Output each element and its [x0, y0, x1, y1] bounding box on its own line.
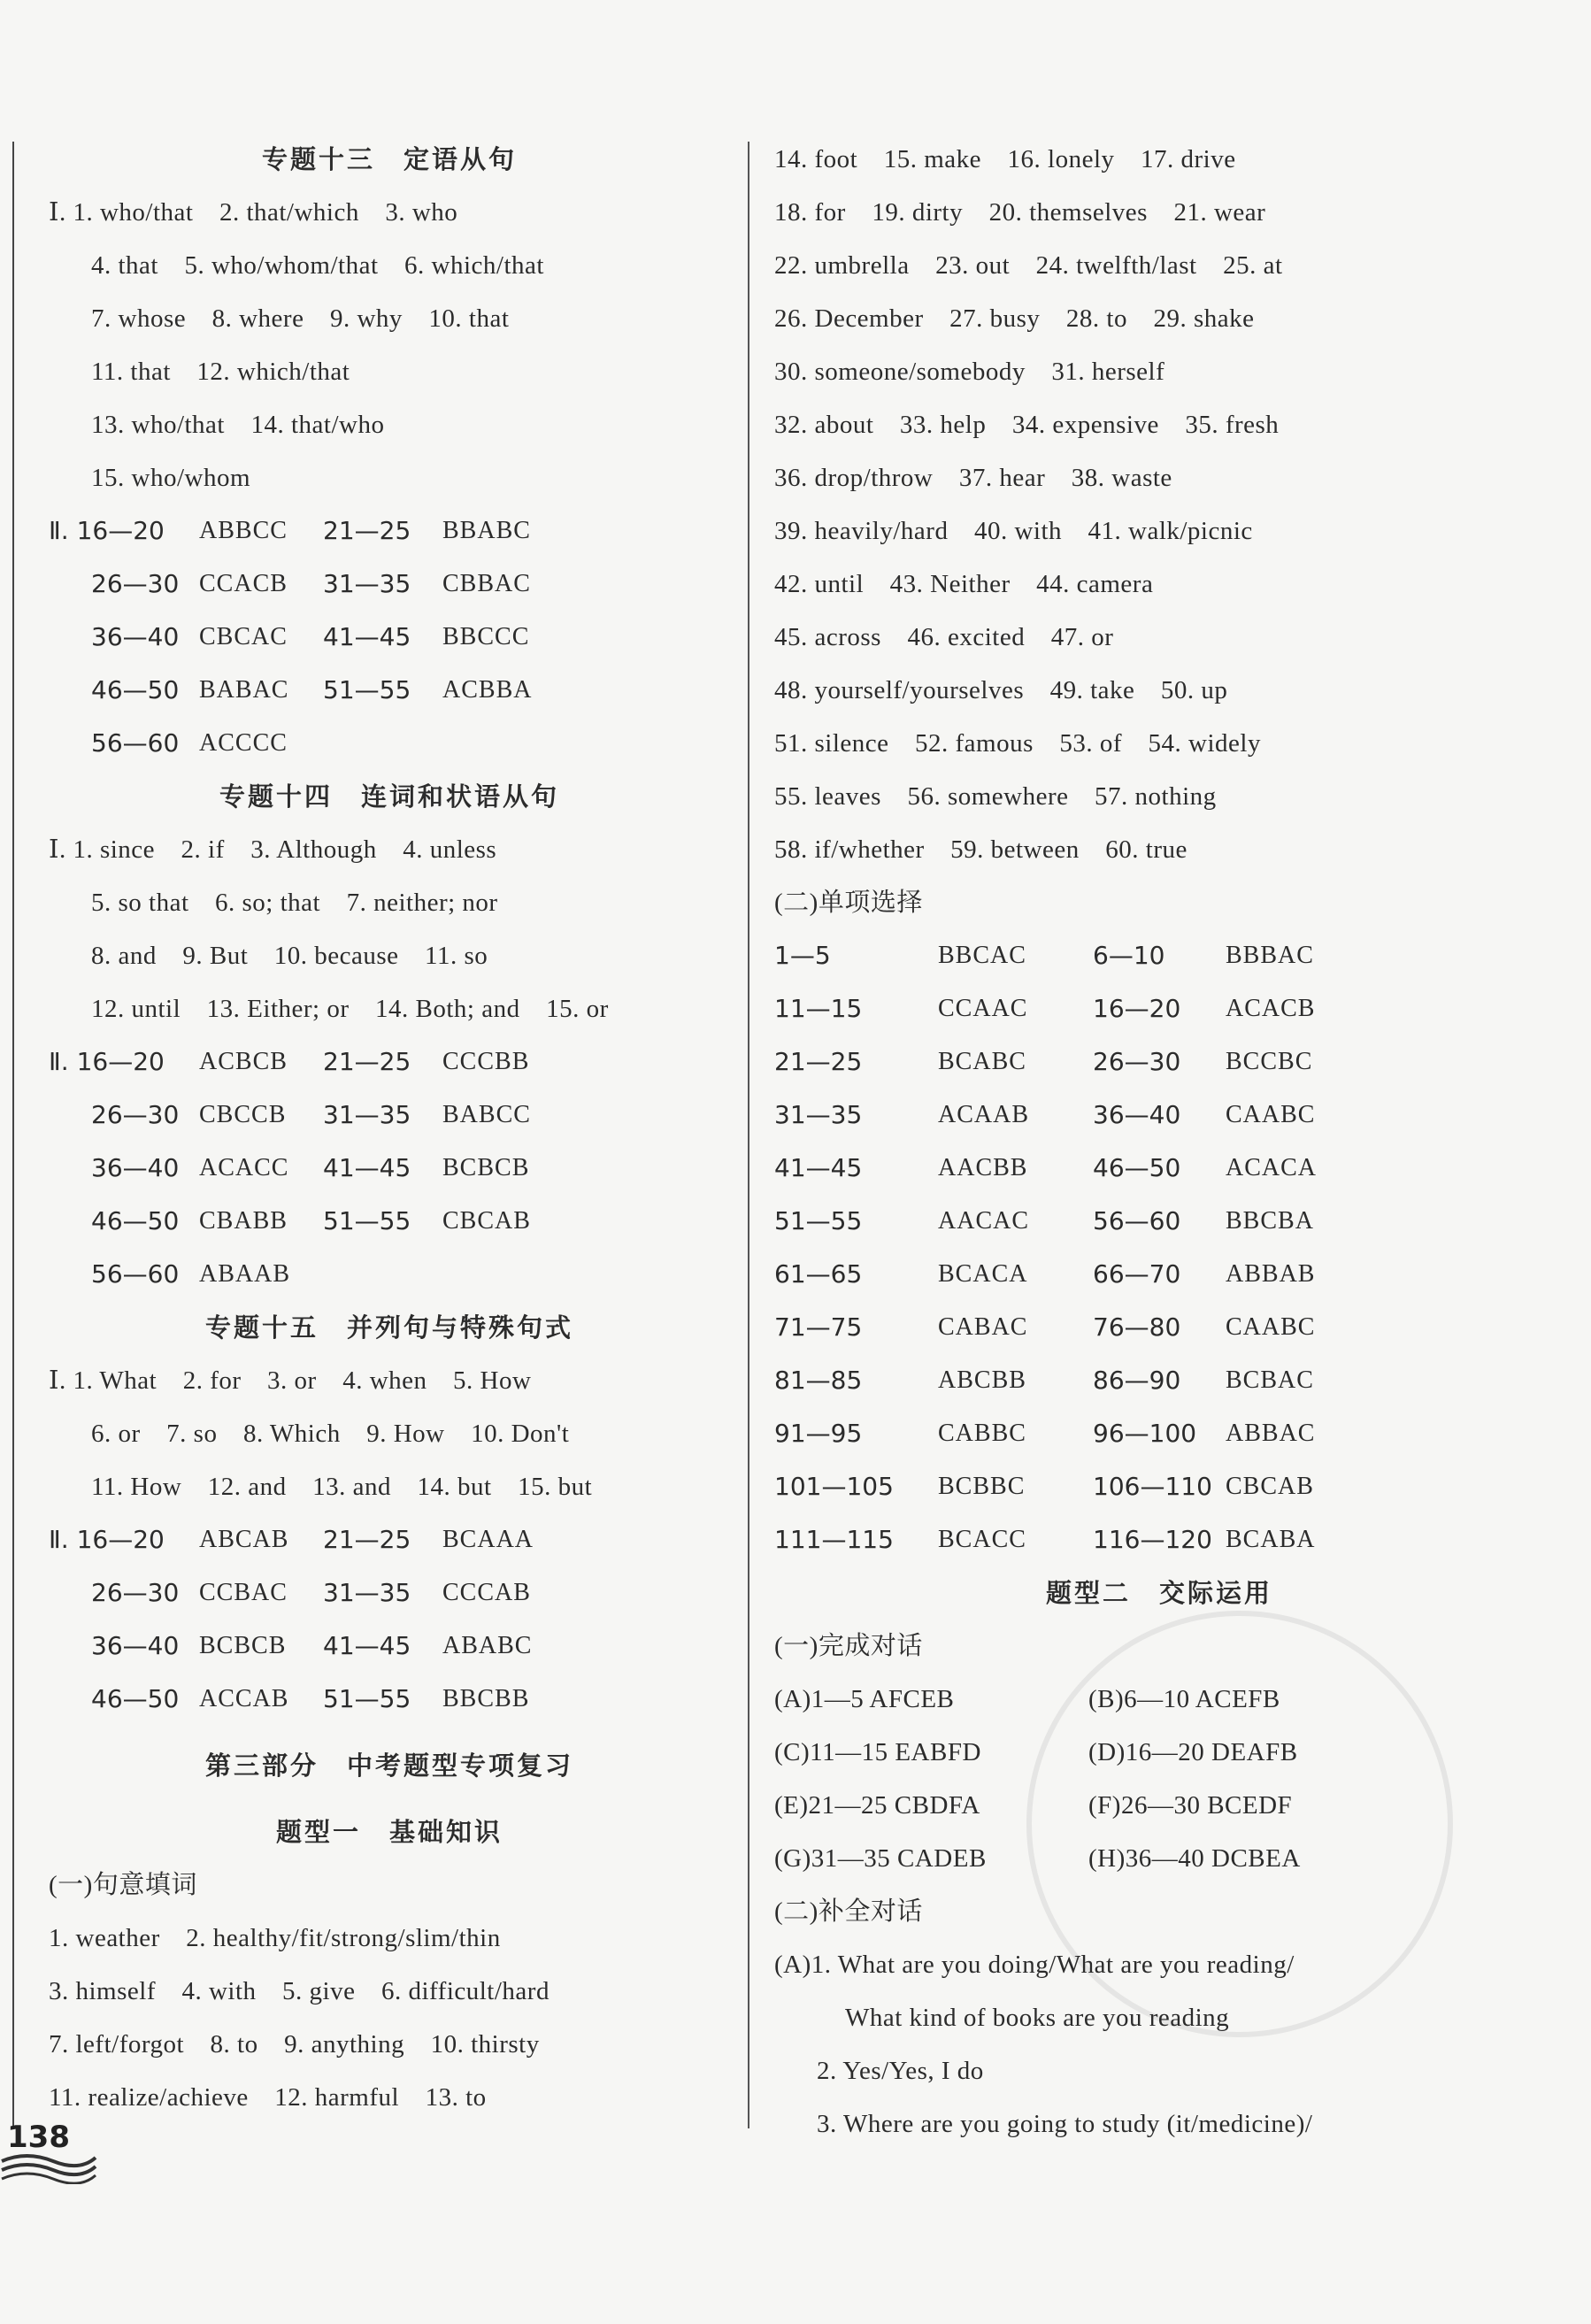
range-label: 76—80	[1093, 1312, 1181, 1342]
answer-set: AACAC	[938, 1207, 1030, 1235]
range-label: 86—90	[1093, 1366, 1181, 1395]
choice-row	[774, 1142, 1544, 1195]
answer-set: CCCBB	[442, 1048, 530, 1075]
topic14-part2-row	[49, 1248, 730, 1301]
answer-set: BABCC	[442, 1101, 531, 1128]
range-label: 106—110	[1093, 1472, 1212, 1501]
dlg1-answer: (H)36—40 DCBEA	[1088, 1844, 1301, 1873]
range-label: 21—25	[323, 516, 411, 545]
choice-row	[774, 1089, 1544, 1142]
topic14-part1-line: 12. until 13. Either; or 14. Both; and 15. or	[91, 995, 609, 1023]
range-label: 46—50	[91, 1684, 180, 1713]
topic13-part1-line: 13. who/that 14. that/who	[91, 411, 385, 439]
answer-set: ACCCC	[199, 729, 288, 757]
answer-set: BABAC	[199, 676, 289, 704]
answer-set: BBABC	[442, 517, 531, 544]
choice-row	[774, 1354, 1544, 1407]
answer-set: ABBAC	[1226, 1420, 1316, 1447]
range-label: 51—55	[774, 1206, 863, 1235]
dlg1-row	[774, 1726, 1544, 1779]
choice-row	[774, 1513, 1544, 1566]
range-label: 36—40	[91, 1153, 180, 1182]
dlg1-answer: (B)6—10 ACEFB	[1088, 1685, 1280, 1713]
range-label: 21—25	[774, 1047, 863, 1076]
range-label: 36—40	[91, 622, 180, 651]
answer-set: ABBCC	[199, 517, 288, 544]
dlg2-line: (A)1. What are you doing/What are you reading/	[774, 1951, 1295, 1979]
right-column	[774, 133, 1544, 2151]
dlg1-answer: (F)26—30 BCEDF	[1088, 1791, 1293, 1820]
range-label: 26—30	[91, 1578, 180, 1607]
answer-set: BBBAC	[1226, 942, 1314, 969]
dlg2-title: (二)补全对话	[774, 1897, 923, 1926]
range-label: 26—30	[1093, 1047, 1181, 1076]
choice-row	[774, 1195, 1544, 1248]
answer-set: ABBAB	[1226, 1260, 1316, 1288]
fill-line: 22. umbrella 23. out 24. twelfth/last 25. at	[774, 251, 1283, 280]
range-label: 36—40	[1093, 1100, 1181, 1129]
range-label: 41—45	[323, 1631, 411, 1660]
answer-set: AACBB	[938, 1154, 1028, 1181]
choice-row	[774, 1460, 1544, 1513]
range-label: 36—40	[91, 1631, 180, 1660]
fill-line: 26. December 27. busy 28. to 29. shake	[774, 304, 1255, 333]
fill-line: 42. until 43. Neither 44. camera	[774, 570, 1154, 598]
dlg2-line: What kind of books are you reading	[845, 2004, 1230, 2032]
fill-line: 11. realize/achieve 12. harmful 13. to	[49, 2083, 487, 2112]
range-label: 41—45	[323, 1153, 411, 1182]
answer-set: CBCAB	[1226, 1473, 1314, 1500]
choice-row	[774, 929, 1544, 982]
answer-set: CBCAB	[442, 1207, 531, 1235]
dlg1-row	[774, 1673, 1544, 1726]
fill-line: 32. about 33. help 34. expensive 35. fresh	[774, 411, 1280, 439]
dlg1-answer: (E)21—25 CBDFA	[774, 1791, 980, 1820]
answer-set: ABABC	[442, 1632, 533, 1659]
range-label: 96—100	[1093, 1419, 1197, 1448]
answer-set: CABAC	[938, 1313, 1028, 1341]
fill-line: 45. across 46. excited 47. or	[774, 623, 1114, 651]
range-label: 71—75	[774, 1312, 863, 1342]
dlg1-row	[774, 1779, 1544, 1832]
answer-set: ABCBB	[938, 1366, 1026, 1394]
topic13-part2-row	[49, 504, 730, 558]
left-column	[49, 133, 730, 2124]
left-border-line	[12, 142, 14, 2128]
topic14-part2-row	[49, 1089, 730, 1142]
dlg2-line: 2. Yes/Yes, I do	[817, 2057, 984, 2085]
dlg1-answer: (A)1—5 AFCEB	[774, 1685, 955, 1713]
dlg1-answer: (D)16—20 DEAFB	[1088, 1738, 1298, 1766]
range-label: 31—35	[323, 1100, 411, 1129]
topic14-title: 专题十四 连词和状语从句	[219, 781, 559, 812]
range-label: 46—50	[1093, 1153, 1181, 1182]
range-label: 41—45	[774, 1153, 863, 1182]
answer-set: ACACA	[1226, 1154, 1318, 1181]
fill-line: 36. drop/throw 37. hear 38. waste	[774, 464, 1172, 492]
topic13-part1-line: Ⅰ. 1. who/that 2. that/which 3. who	[49, 198, 458, 227]
range-label: 31—35	[774, 1100, 863, 1129]
answer-set: BCBBC	[938, 1473, 1026, 1500]
sub2-title: (二)单项选择	[774, 889, 923, 917]
range-label: 26—30	[91, 1100, 180, 1129]
topic15-part1-line: 11. How 12. and 13. and 14. but 15. but	[91, 1473, 593, 1501]
answer-set: BBCAC	[938, 942, 1026, 969]
answer-set: ACCAB	[199, 1685, 289, 1712]
answer-set: CBBAC	[442, 570, 531, 597]
dlg1-row	[774, 1832, 1544, 1885]
choice-row	[774, 982, 1544, 1035]
choice-row	[774, 1301, 1544, 1354]
dlg1-title: (一)完成对话	[774, 1632, 923, 1660]
answer-set: BBCCC	[442, 623, 530, 650]
range-label: 16—20	[1093, 994, 1181, 1023]
range-label: 61—65	[774, 1259, 863, 1289]
topic13-part2-row	[49, 664, 730, 717]
answer-set: CCCAB	[442, 1579, 531, 1606]
range-label: 31—35	[323, 569, 411, 598]
answer-set: BCABA	[1226, 1526, 1316, 1553]
fill-line: 58. if/whether 59. between 60. true	[774, 835, 1187, 864]
topic14-part2-row	[49, 1195, 730, 1248]
dlg2-line: 3. Where are you going to study (it/medicine)/	[817, 2110, 1313, 2138]
answer-set: BBCBA	[1226, 1207, 1314, 1235]
answer-set: ACAAB	[938, 1101, 1030, 1128]
fill-line: 14. foot 15. make 16. lonely 17. drive	[774, 145, 1236, 173]
answer-set: BCAAA	[442, 1526, 534, 1553]
topic15-part2-row	[49, 1513, 730, 1566]
range-label: 66—70	[1093, 1259, 1181, 1289]
topic14-part2-row	[49, 1142, 730, 1195]
answer-set: ABAAB	[199, 1260, 291, 1288]
topic13-part2-row	[49, 717, 730, 770]
topic15-part2-row	[49, 1673, 730, 1726]
answer-set: ACACC	[199, 1154, 289, 1181]
answer-set: CCAAC	[938, 995, 1028, 1022]
answer-set: CBCCB	[199, 1101, 287, 1128]
choice-row	[774, 1035, 1544, 1089]
choice-row	[774, 1248, 1544, 1301]
range-label: Ⅱ. 16—20	[49, 1525, 165, 1554]
type1-title: 题型一 基础知识	[275, 1817, 503, 1847]
range-label: 81—85	[774, 1366, 863, 1395]
range-label: 101—105	[774, 1472, 894, 1501]
range-label: 111—115	[774, 1525, 894, 1554]
answer-set: ACACB	[1226, 995, 1316, 1022]
range-label: 11—15	[774, 994, 863, 1023]
range-label: 56—60	[91, 728, 180, 758]
fill-line: 55. leaves 56. somewhere 57. nothing	[774, 782, 1217, 811]
part3-title: 第三部分 中考题型专项复习	[204, 1751, 573, 1781]
range-label: 21—25	[323, 1525, 411, 1554]
topic14-part2-row	[49, 1035, 730, 1089]
topic15-part1-line: 6. or 7. so 8. Which 9. How 10. Don't	[91, 1420, 570, 1448]
fill-line: 51. silence 52. famous 53. of 54. widely	[774, 729, 1261, 758]
topic14-part1-line: 8. and 9. But 10. because 11. so	[91, 942, 488, 970]
fill-line: 18. for 19. dirty 20. themselves 21. wear	[774, 198, 1266, 227]
choice-row	[774, 1407, 1544, 1460]
range-label: 26—30	[91, 569, 180, 598]
answer-set: BCABC	[938, 1048, 1026, 1075]
answer-set: BCACA	[938, 1260, 1028, 1288]
fill-line: 3. himself 4. with 5. give 6. difficult/hard	[49, 1977, 550, 2005]
range-label: 31—35	[323, 1578, 411, 1607]
answer-set: CABBC	[938, 1420, 1026, 1447]
sub1-title: (一)句意填词	[49, 1871, 197, 1899]
answer-set: CAABC	[1226, 1101, 1316, 1128]
answer-set: CAABC	[1226, 1313, 1316, 1341]
range-label: 21—25	[323, 1047, 411, 1076]
answer-set: BBCBB	[442, 1685, 530, 1712]
answer-set: CCACB	[199, 570, 288, 597]
range-label: 51—55	[323, 1684, 411, 1713]
fill-line: 1. weather 2. healthy/fit/strong/slim/thin	[49, 1924, 501, 1952]
topic13-part1-line: 7. whose 8. where 9. why 10. that	[91, 304, 510, 333]
answer-set: BCBAC	[1226, 1366, 1314, 1394]
answer-set: CBABB	[199, 1207, 288, 1235]
answer-set: ACBCB	[199, 1048, 288, 1075]
topic13-part2-row	[49, 558, 730, 611]
topic14-part1-line: 5. so that 6. so; that 7. neither; nor	[91, 889, 498, 917]
range-label: Ⅱ. 16—20	[49, 1047, 165, 1076]
dlg1-answer: (C)11—15 EABFD	[774, 1738, 981, 1766]
topic13-part1-line: 4. that 5. who/whom/that 6. which/that	[91, 251, 544, 280]
fill-line: 48. yourself/yourselves 49. take 50. up	[774, 676, 1228, 704]
topic13-part1-line: 11. that 12. which/that	[91, 358, 350, 386]
column-divider	[748, 142, 749, 2128]
answer-set: BCCBC	[1226, 1048, 1313, 1075]
range-label: 51—55	[323, 675, 411, 704]
topic15-part2-row	[49, 1566, 730, 1620]
page-number: 138	[7, 2120, 70, 2155]
range-label: Ⅱ. 16—20	[49, 516, 165, 545]
range-label: 46—50	[91, 1206, 180, 1235]
fill-line: 39. heavily/hard 40. with 41. walk/picnic	[774, 517, 1253, 545]
dlg1-answer: (G)31—35 CADEB	[774, 1844, 987, 1873]
range-label: 46—50	[91, 675, 180, 704]
answer-set: CBCAC	[199, 623, 288, 650]
answer-set: BCBCB	[442, 1154, 530, 1181]
answer-set: BCACC	[938, 1526, 1026, 1553]
answer-set: ACBBA	[442, 676, 533, 704]
topic13-part2-row	[49, 611, 730, 664]
topic13-title: 专题十三 定语从句	[261, 144, 517, 174]
answer-set: BCBCB	[199, 1632, 287, 1659]
range-label: 6—10	[1093, 941, 1165, 970]
type2-title: 题型二 交际运用	[1045, 1578, 1272, 1608]
range-label: 56—60	[91, 1259, 180, 1289]
range-label: 116—120	[1093, 1525, 1212, 1554]
topic15-title: 专题十五 并列句与特殊句式	[204, 1312, 573, 1343]
fill-line: 7. left/forgot 8. to 9. anything 10. thirsty	[49, 2030, 540, 2059]
fill-line: 30. someone/somebody 31. herself	[774, 358, 1165, 386]
range-label: 1—5	[774, 941, 831, 970]
range-label: 41—45	[323, 622, 411, 651]
range-label: 56—60	[1093, 1206, 1181, 1235]
topic15-part2-row	[49, 1620, 730, 1673]
answer-set: CCBAC	[199, 1579, 288, 1606]
range-label: 51—55	[323, 1206, 411, 1235]
topic14-part1-line: Ⅰ. 1. since 2. if 3. Although 4. unless	[49, 835, 497, 864]
topic15-part1-line: Ⅰ. 1. What 2. for 3. or 4. when 5. How	[49, 1366, 532, 1395]
range-label: 91—95	[774, 1419, 863, 1448]
wave-ornament-icon	[0, 2149, 97, 2184]
topic13-part1-line: 15. who/whom	[91, 464, 250, 492]
answer-set: ABCAB	[199, 1526, 289, 1553]
